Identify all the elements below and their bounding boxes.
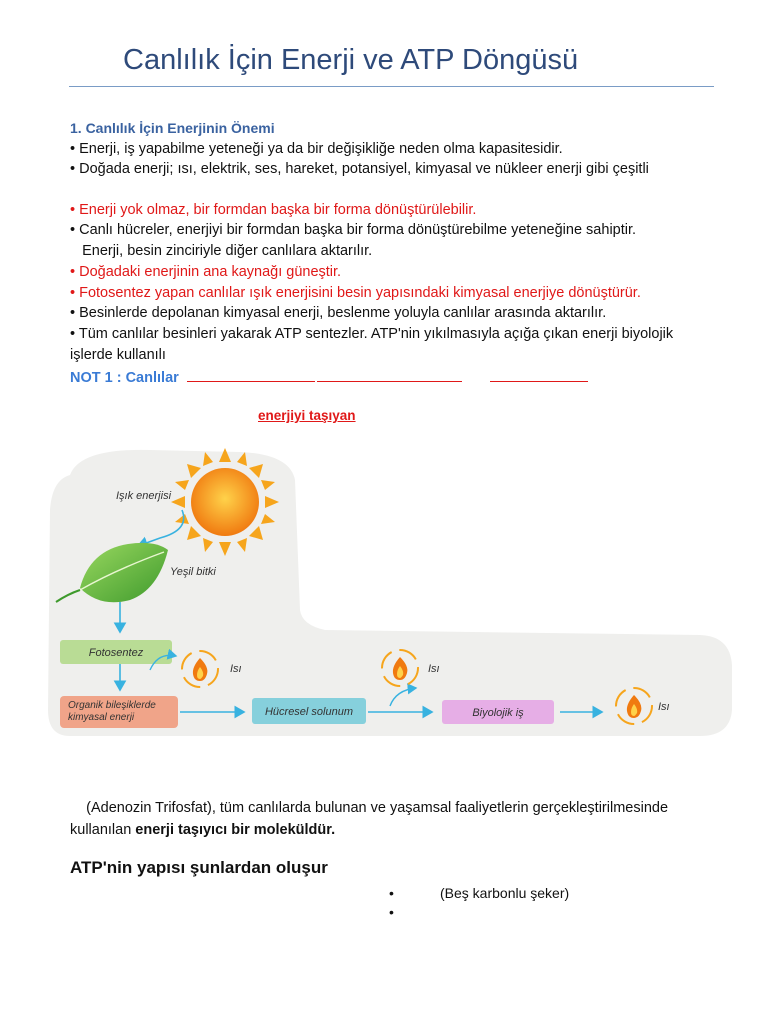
text-line: • Canlı hücreler, enerjiyi bir formdan başka bir forma dönüştürebilme yeteneğine sahiptir. bbox=[70, 222, 637, 238]
blank-line bbox=[490, 367, 588, 382]
text-line: • Tüm canlılar besinleri yakarak ATP sentezler. ATP'nin yıkılmasıyla açığa çıkan enerji biyolojik bbox=[70, 326, 674, 342]
atp-paragraph bbox=[70, 797, 720, 841]
heat-label-2: Isı bbox=[428, 663, 440, 675]
blank-line bbox=[187, 367, 315, 382]
light-energy-label: Işık enerjisi bbox=[116, 490, 172, 502]
text-line-highlight: • Fotosentez yapan canlılar ışık enerjisini besin yapısındaki kimyasal enerjiye dönüştürür. bbox=[70, 285, 641, 301]
text-line: Enerji, besin zinciriyle diğer canlılara aktarılır. bbox=[70, 243, 373, 259]
biological-work-label: Biyolojik iş bbox=[472, 707, 524, 719]
text-line: işlerde kullanılı bbox=[70, 347, 166, 363]
heat-label-1: Isı bbox=[230, 663, 242, 675]
photosynthesis-label: Fotosentez bbox=[88, 647, 144, 659]
atp-structure-heading: ATP'nin yapısı şunlardan oluşur bbox=[70, 858, 328, 877]
text-line: • Enerji, iş yapabilme yeteneği ya da bir değişikliğe neden olma kapasitesidir. bbox=[70, 141, 563, 157]
atp-paragraph-bold: enerji taşıyıcı bir moleküldür. bbox=[135, 822, 336, 838]
cellular-respiration-label: Hücresel solunum bbox=[264, 706, 354, 718]
list-item: (Beş karbonlu şeker) bbox=[440, 885, 570, 901]
text-line-highlight: • Enerji yok olmaz, bir formdan başka bir forma dönüştürülebilir. bbox=[70, 202, 477, 218]
plant-label: Yeşil bitki bbox=[170, 566, 216, 578]
list-bullet: • bbox=[389, 904, 394, 920]
blank-line bbox=[317, 367, 462, 382]
text-line: • Besinlerde depolanan kimyasal enerji, beslenme yoluyla canlılar arasında aktarılır. bbox=[70, 305, 607, 321]
text-line: • Doğada enerji; ısı, elektrik, ses, hareket, potansiyel, kimyasal ve nükleer enerji gibi çeşitli bbox=[70, 161, 649, 177]
note-label: NOT 1 : Canlılar bbox=[70, 370, 179, 386]
atp-paragraph-text: (Adenozin Trifosfat), tüm canlılarda bulunan ve yaşamsal faaliyetlerin gerçekleştirilmesinde kullanılan bbox=[70, 800, 673, 838]
page-title: Canlılık İçin Enerji ve ATP Döngüsü bbox=[123, 44, 579, 76]
carrier-label: enerjiyi taşıyan bbox=[258, 408, 356, 423]
organic-energy-label: Organik bileşiklerde kimyasal enerji bbox=[68, 700, 156, 723]
text-line-highlight: • Doğadaki enerjinin ana kaynağı güneştir. bbox=[70, 264, 342, 280]
note-1 bbox=[70, 367, 588, 386]
heat-label-3: Isı bbox=[658, 701, 670, 713]
title-divider bbox=[69, 86, 714, 87]
energy-flow-diagram bbox=[40, 440, 740, 750]
section-heading: 1. Canlılık İçin Enerjinin Önemi bbox=[70, 120, 275, 136]
list-bullet: • bbox=[389, 885, 394, 901]
